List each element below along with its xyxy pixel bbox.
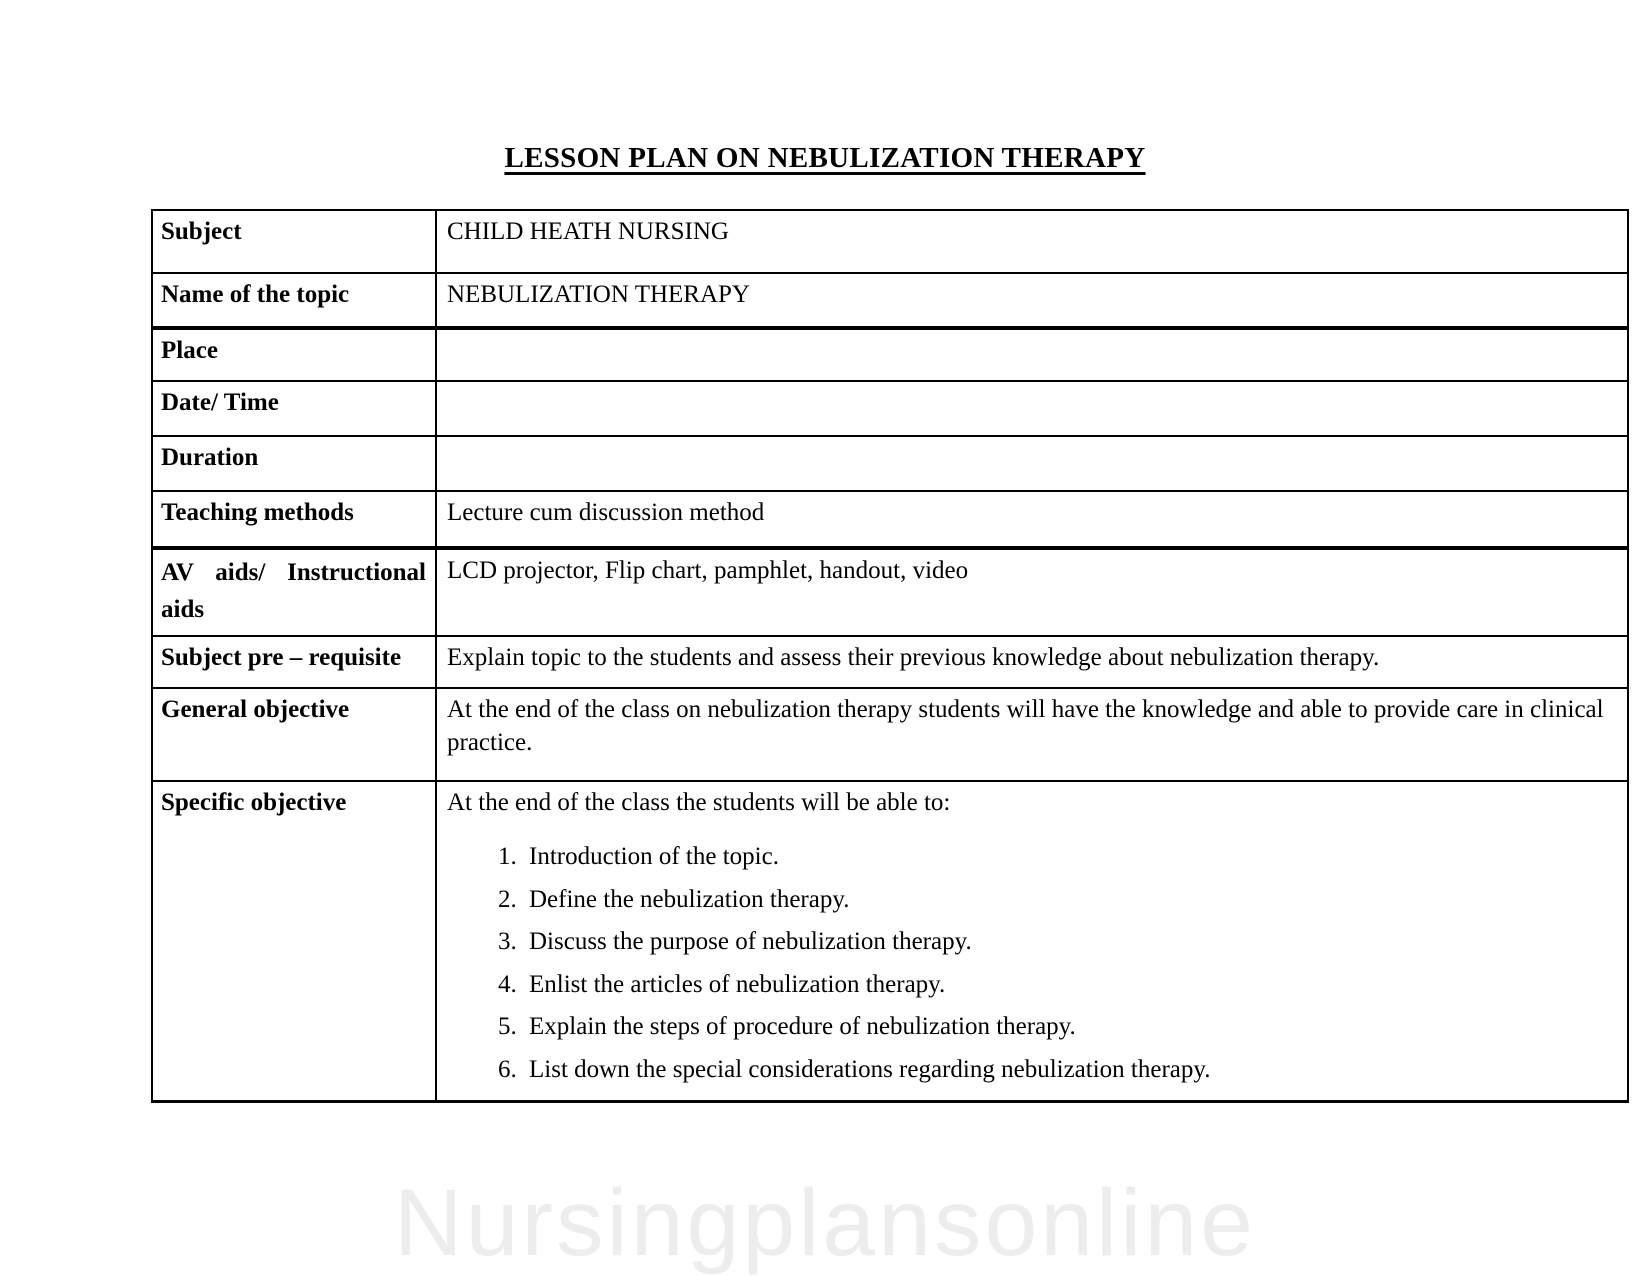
row-value: CHILD HEATH NURSING [447, 218, 729, 245]
row-value-cell [436, 381, 1628, 436]
row-label: Subject pre – requisite [161, 644, 402, 671]
objective-item: 3. Discuss the purpose of nebulization therapy. [523, 926, 1617, 959]
row-label: Date/ Time [161, 389, 279, 416]
row-value-cell [436, 210, 1628, 273]
table-row [152, 273, 1628, 328]
row-label-cell [152, 273, 436, 328]
table-row [152, 636, 1628, 688]
row-label: Name of the topic [161, 281, 350, 308]
row-value-cell [436, 491, 1628, 548]
row-value-cell [436, 688, 1628, 781]
row-label-cell [152, 636, 436, 688]
table-row [152, 210, 1628, 273]
row-label: Subject [161, 218, 242, 245]
row-label: Duration [161, 444, 259, 471]
watermark: Nursingplansonline [393, 1170, 1256, 1276]
objectives-intro: At the end of the class the students will be able to: [447, 789, 951, 816]
lesson-plan-table [151, 209, 1629, 1103]
row-value-cell [436, 273, 1628, 328]
table-row [152, 688, 1628, 781]
row-value: At the end of the class on nebulization therapy students will have the knowledge and able to provide care in clinical practice. [447, 696, 1604, 756]
row-label-cell [152, 381, 436, 436]
row-label: Teaching methods [161, 499, 354, 526]
row-value: LCD projector, Flip chart, pamphlet, handout, video [447, 557, 969, 584]
objective-item: 6. List down the special considerations regarding nebulization therapy. [523, 1054, 1617, 1087]
row-label-cell [152, 491, 436, 548]
row-label-cell [152, 436, 436, 491]
row-value-cell [436, 636, 1628, 688]
row-value-cell [436, 328, 1628, 381]
row-label: Place [161, 337, 218, 364]
table-row [152, 381, 1628, 436]
row-label: Specific objective [161, 789, 347, 816]
row-label: AV aids/ Instructional aids [161, 559, 426, 623]
row-value-cell [436, 436, 1628, 491]
row-label-cell [152, 688, 436, 781]
page-title: LESSON PLAN ON NEBULIZATION THERAPY [504, 142, 1146, 174]
objective-item: 2. Define the nebulization therapy. [523, 884, 1617, 917]
objectives-list [447, 841, 1617, 1086]
table-row [152, 328, 1628, 381]
table-row [152, 491, 1628, 548]
table-row [152, 548, 1628, 636]
objective-item: 4. Enlist the articles of nebulization therapy. [523, 969, 1617, 1002]
row-label: General objective [161, 696, 350, 723]
objective-item: 1. Introduction of the topic. [523, 841, 1617, 874]
row-label-cell [152, 328, 436, 381]
objective-item: 5. Explain the steps of procedure of nebulization therapy. [523, 1011, 1617, 1044]
row-label-cell [152, 210, 436, 273]
row-value-cell [436, 548, 1628, 636]
row-label-cell [152, 781, 436, 1102]
row-value-cell [436, 781, 1628, 1102]
table-row [152, 436, 1628, 491]
row-label-cell [152, 548, 436, 636]
row-value: Explain topic to the students and assess their previous knowledge about nebulization therapy. [447, 644, 1380, 671]
row-value: NEBULIZATION THERAPY [447, 281, 750, 308]
row-value: Lecture cum discussion method [447, 499, 765, 526]
table-row [152, 781, 1628, 1102]
